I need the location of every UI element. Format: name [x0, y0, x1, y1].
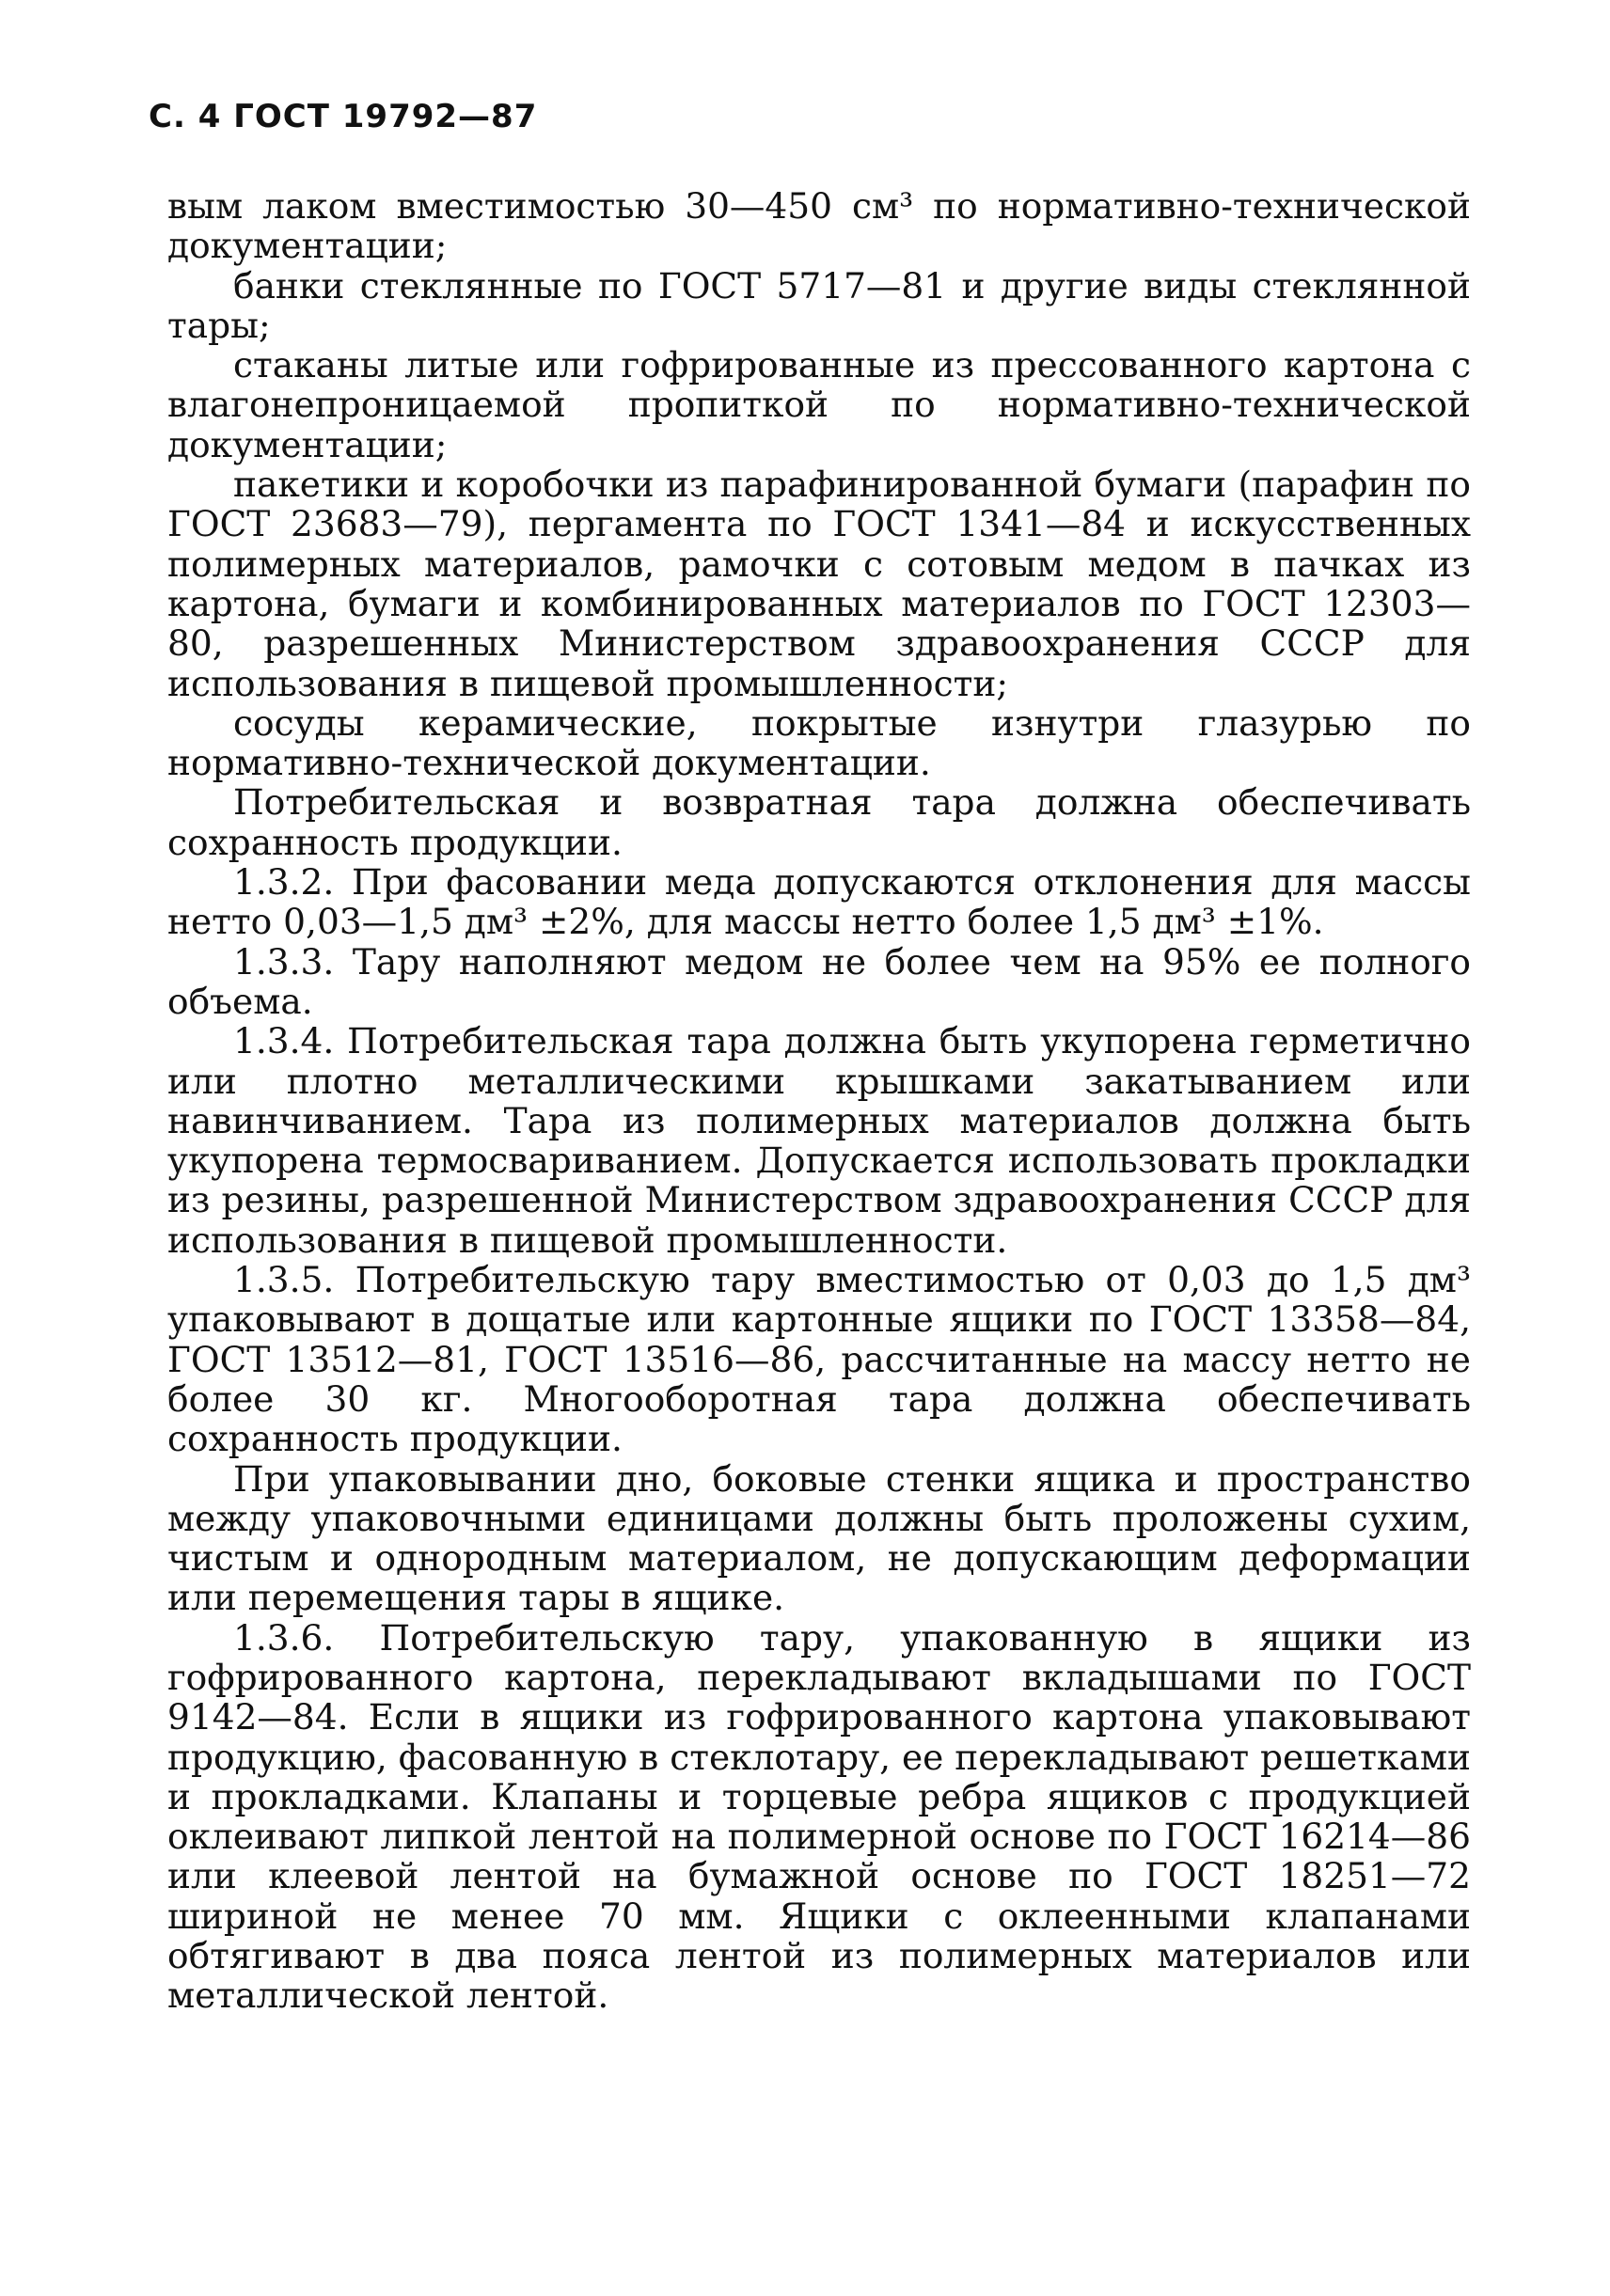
paragraph-packaging-integrity: Потребительская и возвратная тара должна обеспечивать сохранность продукции.: [167, 781, 1471, 863]
page-header: С. 4 ГОСТ 19792—87: [149, 98, 538, 135]
paragraph-glass-jars: банки стеклянные по ГОСТ 5717—81 и другие виды стеклянной тары;: [167, 264, 1471, 346]
paragraph-packets: пакетики и коробочки из парафинированной бумаги (парафин по ГОСТ 23683—79), пергамента по ГОСТ 1341—84 и искусственных полимерных материалов, рамочки с сотовым медом в пачках из картона, бумаги и комбинированных материалов по ГОСТ 12303—80, разрешенных Министерством здравоохранения СССР для использования в пищевой промышленности;: [167, 464, 1471, 704]
paragraph-cups: стаканы литые или гофрированные из прессованного картона с влагонепроницаемой пропиткой по нормативно-технической документации;: [167, 344, 1471, 465]
clause-1-3-3: 1.3.3. Тару наполняют медом не более чем на 95% ее полного объема.: [167, 940, 1471, 1022]
document-body: [167, 186, 1471, 2016]
paragraph-ceramic-vessels: сосуды керамические, покрытые изнутри глазурью по нормативно-технической документации.: [167, 701, 1471, 784]
paragraph-continuation: вым лаком вместимостью 30—450 см³ по нормативно-технической документации;: [167, 185, 1471, 267]
clause-1-3-6: 1.3.6. Потребительскую тару, упакованную в ящики из гофрированного картона, перекладывают вкладышами по ГОСТ 9142—84. Если в ящики из гофрированного картона упаковывают продукцию, фасованную в стеклотару, ее перекладывают решетками и прокладками. Клапаны и торцевые ребра ящиков с продукцией оклеивают липкой лентой на полимерной основе по ГОСТ 16214—86 или клеевой лентой на бумажной основе по ГОСТ 18251—72 шириной не менее 70 мм. Ящики с оклеенными клапанами обтягивают в два пояса лентой из полимерных материалов или металлической лентой.: [167, 1616, 1471, 2017]
clause-1-3-4: 1.3.4. Потребительская тара должна быть укупорена герметично или плотно металлическими крышками закатыванием или навинчиванием. Тара из полимерных материалов должна быть укупорена термосвариванием. Допускается использовать прокладки из резины, разрешенной Министерством здравоохранения СССР для использования в пищевой промышленности.: [167, 1020, 1471, 1261]
clause-1-3-5: 1.3.5. Потребительскую тару вместимостью от 0,03 до 1,5 дм³ упаковывают в дощатые или картонные ящики по ГОСТ 13358—84, ГОСТ 13512—81, ГОСТ 13516—86, рассчитанные на массу нетто не более 30 кг. Многооборотная тара должна обеспечивать сохранность продукции.: [167, 1259, 1471, 1460]
paragraph-packing-fill: При упаковывании дно, боковые стенки ящика и пространство между упаковочными единицами должны быть проложены сухим, чистым и однородным материалом, не допускающим деформации или перемещения тары в ящике.: [167, 1457, 1471, 1619]
clause-1-3-2: 1.3.2. При фасовании меда допускаются отклонения для массы нетто 0,03—1,5 дм³ ±2%, для массы нетто более 1,5 дм³ ±1%.: [167, 861, 1471, 943]
